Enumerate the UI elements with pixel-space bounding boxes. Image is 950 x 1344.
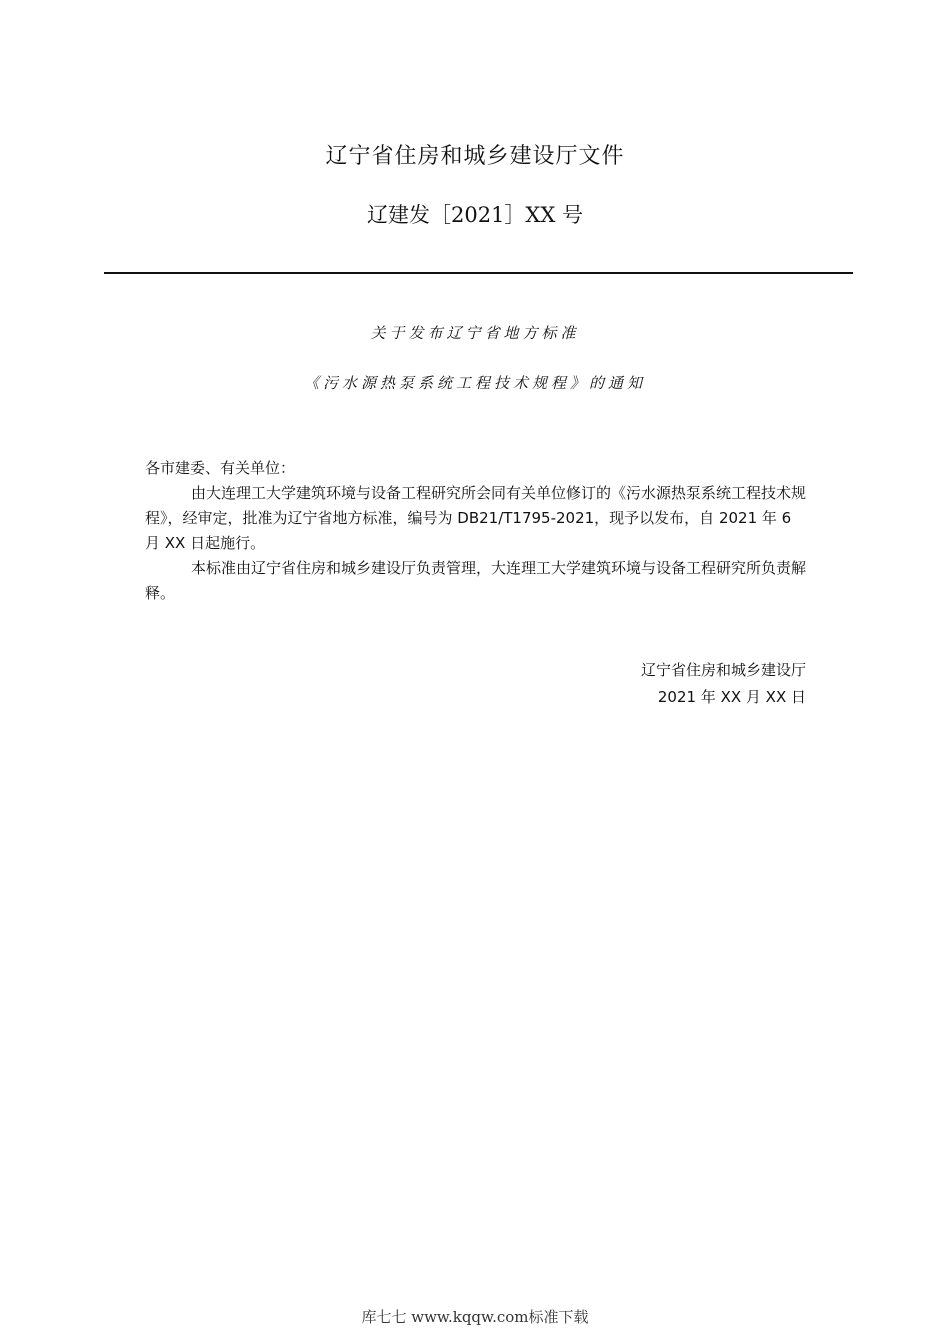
- document-number: 辽建发［2021］XX 号: [366, 203, 584, 227]
- signature-block: [641, 657, 806, 711]
- issuer-name: 辽宁省住房和城乡建设厅: [640, 661, 806, 679]
- footer-watermark: 库七七 www.kqqw.com标准下载: [361, 1308, 589, 1326]
- body-paragraph-2: 本标准由辽宁省住房和城乡建设厅负责管理，大连理工大学建筑环境与设备工程研究所负责解释。: [145, 559, 807, 602]
- notice-title-line-2: 《污水源热泵系统工程技术规程》的通知: [303, 374, 646, 392]
- notice-body: [145, 456, 809, 606]
- issue-date: 2021 年 XX 月 XX 日: [657, 688, 806, 706]
- body-paragraph-1: 由大连理工大学建筑环境与设备工程研究所会同有关单位修订的《污水源热泵系统工程技术规程》，经审定，批准为辽宁省地方标准，编号为 DB21/T1795-2021，现予以发布，自 2021 年 6 月 XX 日起施行。: [145, 484, 807, 552]
- document-header-title: 辽宁省住房和城乡建设厅文件: [325, 144, 625, 169]
- notice-title-line-1: 关于发布辽宁省地方标准: [370, 324, 580, 342]
- header-divider: [104, 272, 853, 274]
- salutation: 各市建委、有关单位：: [145, 459, 296, 477]
